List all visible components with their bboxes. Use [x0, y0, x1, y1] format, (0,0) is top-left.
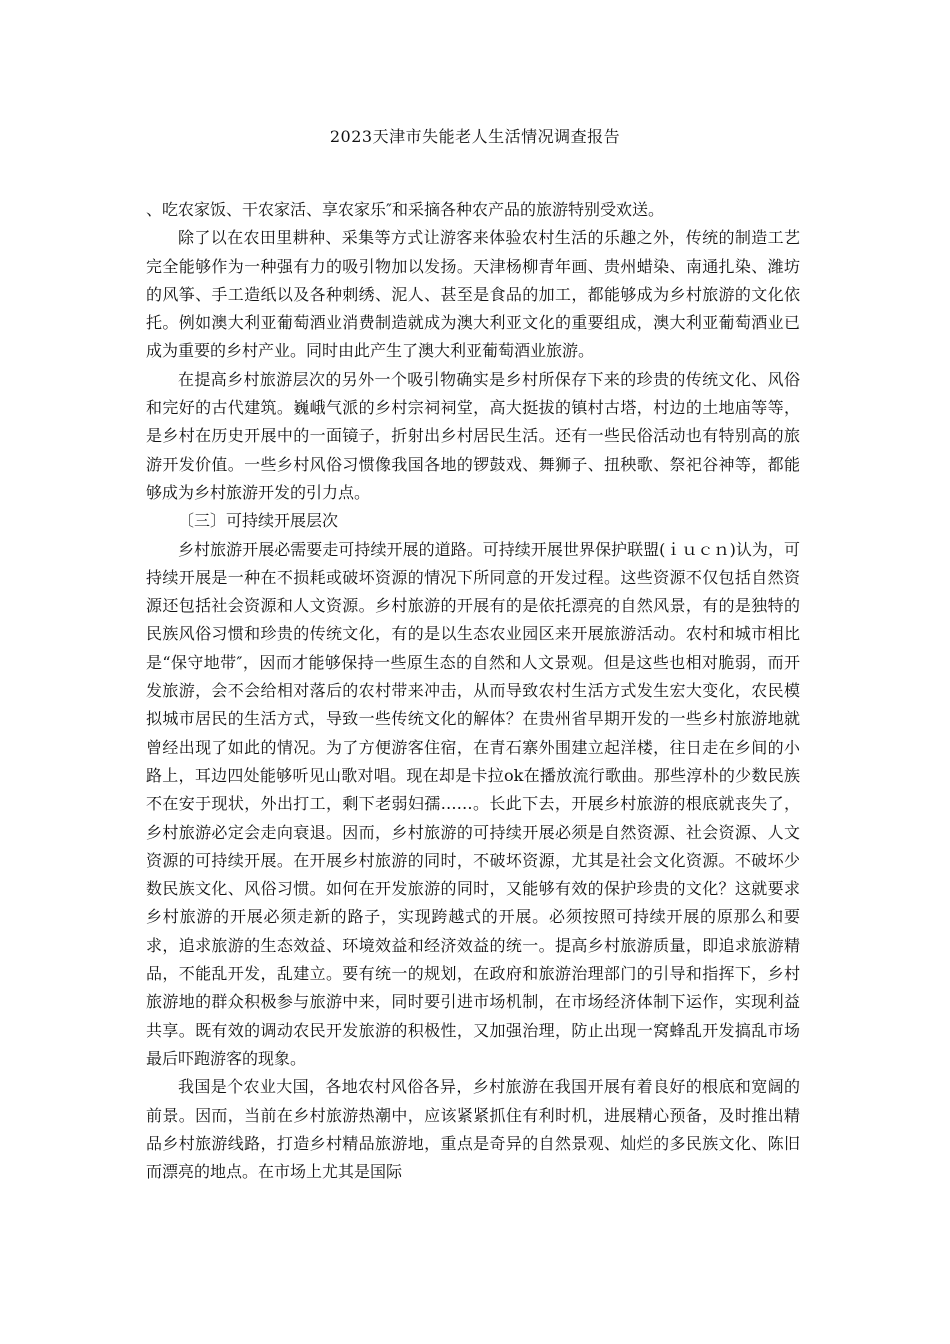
document-title: 2023天津市失能老人生活情况调查报告 [329, 127, 621, 146]
paragraph-traditional-culture: 在提高乡村旅游层次的另外一个吸引物确实是乡村所保存下来的珍贵的传统文化、风俗和完好的古代建筑。巍峨气派的乡村宗祠祠堂，高大挺拔的镇村古塔，村边的土地庙等等，是乡村在历史开展中的一面镜子，折射出乡村居民生活。还有一些民俗活动也有特别高的旅游开发价值。一些乡村风俗习惯像我国各地的锣鼓戏、舞狮子、扭秧歌、祭祀谷神等，都能够成为乡村旅游开发的引力点。 [146, 369, 800, 502]
section-heading-sustainable: 〔三〕可持续开展层次 [178, 511, 339, 531]
paragraph-traditional-crafts: 除了以在农田里耕种、采集等方式让游客来体验农村生活的乐趣之外，传统的制造工艺完全能够作为一种强有力的吸引物加以发扬。天津杨柳青年画、贵州蜡染、南通扎染、潍坊的风筝、手工造纸以及各种刺绣、泥人、甚至是食品的加工，都能够成为乡村旅游的文化依托。例如澳大利亚葡萄酒业消费制造就成为澳大利亚文化的重要组成，澳大利亚葡萄酒业已成为重要的乡村产业。同时由此产生了澳大利亚葡萄酒业旅游。 [146, 228, 800, 361]
paragraph-continued: 、吃农家饭、干农家活、享农家乐″和采摘各种农产品的旅游特别受欢送。 [146, 200, 664, 219]
document-body [146, 196, 800, 1186]
paragraph-sustainable-development: 乡村旅游开展必需要走可持续开展的道路。可持续开展世界保护联盟(ｉｕｃｎ)认为，可持续开展是一种在不损耗或破坏资源的情况下所同意的开发过程。这些资源不仅包括自然资源还包括社会资源和人文资源。乡村旅游的开展有的是依托漂亮的自然风景，有的是独特的民族风俗习惯和珍贵的传统文化，有的是以生态农业园区来开展旅游活动。农村和城市相比是“保守地带″，因而才能够保持一些原生态的自然和人文景观。但是这些也相对脆弱，而开发旅游，会不会给相对落后的农村带来冲击，从而导致农村生活方式发生宏大变化，农民模拟城市居民的生活方式，导致一些传统文化的解体？在贵州省早期开发的一些乡村旅游地就曾经出现了如此的情况。为了方便游客住宿，在青石寨外围建立起洋楼，往日走在乡间的小路上，耳边四处能够听见山歌对唱。现在却是卡拉ok在播放流行歌曲。那些淳朴的少数民族不在安于现状，外出打工，剩下老弱妇孺……。长此下去，开展乡村旅游的根底就丧失了，乡村旅游必定会走向衰退。因而，乡村旅游的可持续开展必须是自然资源、社会资源、人文资源的可持续开展。在开展乡村旅游的同时，不破坏资源，尤其是社会文化资源。不破坏少数民族文化、风俗习惯。如何在开发旅游的同时，又能够有效的保护珍贵的文化？这就要求乡村旅游的开展必须走新的路子，实现跨越式的开展。必须按照可持续开展的原那么和要求，追求旅游的生态效益、环境效益和经济效益的统一。提高乡村旅游质量，即追求旅游精品，不能乱开发，乱建立。要有统一的规划，在政府和旅游治理部门的引导和指挥下，乡村旅游地的群众积极参与旅游中来，同时要引进市场机制，在市场经济体制下运作，实现利益共享。既有效的调动农民开发旅游的积极性，又加强治理，防止出现一窝蜂乱开发搞乱市场最后吓跑游客的现象。 [146, 539, 800, 1068]
paragraph-agricultural-country: 我国是个农业大国，各地农村风俗各异，乡村旅游在我国开展有着良好的根底和宽阔的前景。因而，当前在乡村旅游热潮中，应该紧紧抓住有利时机，进展精心预备，及时推出精品乡村旅游线路，打造乡村精品旅游地，重点是奇异的自然景观、灿烂的多民族文化、陈旧而漂亮的地点。在市场上尤其是国际 [146, 1077, 800, 1182]
